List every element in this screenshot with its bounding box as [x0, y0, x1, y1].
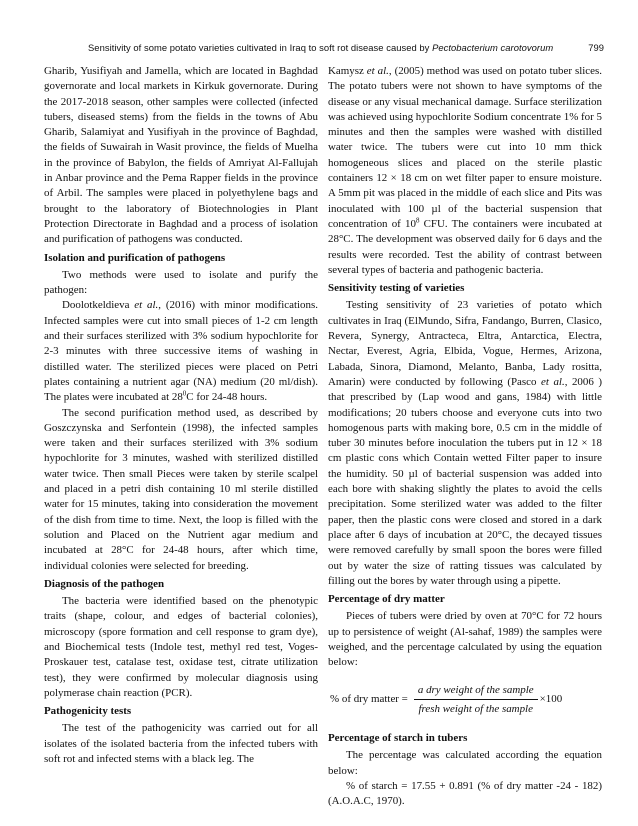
section-heading-dry-matter: Percentage of dry matter — [328, 593, 445, 606]
formula-denominator: fresh weight of the sample — [418, 702, 533, 715]
formula-fraction — [414, 683, 538, 718]
species-name: Pectobacterium carotovorum — [432, 42, 554, 53]
formula-multiplier: ×100 — [539, 693, 563, 706]
page-number: 799 — [588, 42, 604, 53]
running-header — [88, 42, 604, 53]
paragraph: Two methods were used to isolate and purify the pathogen: — [44, 268, 318, 297]
paragraph: The second purification method used, as described by Goszczynska and Serfontein (1998), the infected samples were taken and their surfaces sterilized with 3% sodium hypochlorite for 3 minutes, washed with sterilized distilled water twice. Then small Pieces were taken by sterile scalpel and placed in a petri dish containing 10 ml sterile distilled water for 15 minutes, taking into consideration the movement of the dish from time to time. Next, the loop is filled with the solution and Placed on the Nutrient agar medium and incubated at 28°C for 24-48 hours, after which time, individual colonies were selected for breeding. — [44, 406, 318, 572]
paragraph: Testing sensitivity of 23 varieties of potato which cultivates in Iraq (ElMundo, Sifra, Fandango, Burren, Clasico, Revera, Synergy, Antracteca, Eltra, Antarctica, Electra, Nectar, Everest, Agria, Elbida, Vogue, Hermes, Arizona, Labada, Sinora, Diamond, Melanto, Banba, Lady rositta, Amarin) were conducted by following (Pasco et al., 2006 ) that prescribed by (Lap wood and gans, 1984) with little modifications; 20 tubers choose and everyone cuts into two homogenous parts with making bore, 0.5 cm in the middle of tuber 30 minutes before inoculation the tubers put in 12 × 18 cm plastic cons which Contain wetted Filter paper to insure the humidity. 50 µl of bacterial suspension was added into each bore with shaking slightly the plates to avoid the cells precipitation. Some sterilized water was added to the filter paper, then the plastic cons were closed and stored in a dark place after 6 days of incubation at 20°C, the decayed tissues were removed carefully by small spoon the bores were filled out by water the size of ratting tissues was calculated by filling out the bores by water through using a pipette. — [328, 299, 602, 587]
formula-numerator: a dry weight of the sample — [414, 683, 538, 700]
paragraph: The test of the pathogenicity was carried out for all isolates of the isolated bacteria from the infected tubers with soft rot and infected stems with a black leg. The — [44, 722, 318, 766]
section-heading-diagnosis: Diagnosis of the pathogen — [44, 577, 165, 590]
section-heading-starch: Percentage of starch in tubers — [328, 732, 468, 745]
section-heading-sensitivity: Sensitivity testing of varieties — [328, 282, 465, 295]
left-column — [44, 64, 318, 767]
section-heading-isolation: Isolation and purification of pathogens — [44, 251, 226, 264]
paragraph: Pieces of tubers were dried by oven at 70°C for 72 hours up to persistence of weight (Al-sahaf, 1989) the samples were weighed, and the percentage calculated by using the equation below: — [328, 610, 602, 669]
section-heading-pathogenicity: Pathogenicity tests — [44, 705, 132, 718]
formula-lhs: % of dry matter = — [330, 693, 408, 706]
starch-equation: % of starch = 17.55 + 0.891 (% of dry matter -24 - 182) (A.O.A.C, 1970). — [328, 780, 602, 808]
paragraph: The percentage was calculated according the equation below: — [328, 749, 602, 777]
dry-matter-formula — [330, 683, 602, 718]
paragraph: Gharib, Yusifiyah and Jamella, which are located in Baghdad governorate and local markets in Kirkuk governorate. During the 2017-2018 season, other samples were collected (infected tubers, diseased stems) from the fields in the towns of Abu Gharib, Salamiyat and Yusifiyah in the province of Baghdad, the fields of Suwairah in Wasit province, the fields of Muelha in the province of Babylon, the fields of Amriyat Al-Fallujah in Anbar province and the Pema Rapper fields in the province of Arbil. The samples were placed in polyethylene bags and brought to the laboratory of Biotechnologies in Plant Protection Directorate in Baghdad and a process of isolation and purification of pathogens was conducted. — [44, 65, 318, 246]
running-title: Sensitivity of some potato varieties cultivated in Iraq to soft rot disease caused by Pectobacterium carotovorum — [88, 42, 554, 53]
paragraph: Doolotkeldieva et al., (2016) with minor modifications. Infected samples were cut into small pieces of 1-2 cm length and their surfaces sterilized with 3% sodium hypochlorite for 2-3 minutes with three successive items of washing in distilled water. The sterilized pieces were placed on Petri plates containing a nutrient agar (NA) medium (20 ml/dish). The plates were incubated at $28^0C$ for 24-48 hours. — [44, 299, 318, 404]
paragraph: The bacteria were identified based on the phenotypic traits (shape, colour, and edges of bacterial colonies), microscopy (spore formation and cell response to gram dye), and Biochemical tests (Indole test, methyl red test, Voges-Proskauer test, catalase test, oxidase test, citrate utilization test), they were confirmed by molecular diagnosis using polymerase chain reaction (PCR). — [44, 595, 318, 699]
paragraph: Kamysz et al., (2005) method was used on potato tuber slices. The potato tubers were not shown to have symptoms of the disease or any visual mechanical damage. Surface sterilization was achieved using hypochlorite Sodium concentrate 1% for 5 minutes and then the samples were washed with distilled water twice. The tubers were cut into 10 mm thick homogeneous slices and placed on the sterile plastic containers 12 × 18 cm on wet filter paper to ensure moisture. A 5mm pit was placed in the middle of each slice and Pits was inoculated with 100 µl of the bacterial suspension that concentration of $10^8$ CFU. The containers were incubated at 28°C. The development was observed daily for 6 days and the results were recorded. Test the ability of contrast between several types of bacteria and pathogenic bacteria. — [328, 65, 603, 276]
right-column — [328, 64, 602, 810]
